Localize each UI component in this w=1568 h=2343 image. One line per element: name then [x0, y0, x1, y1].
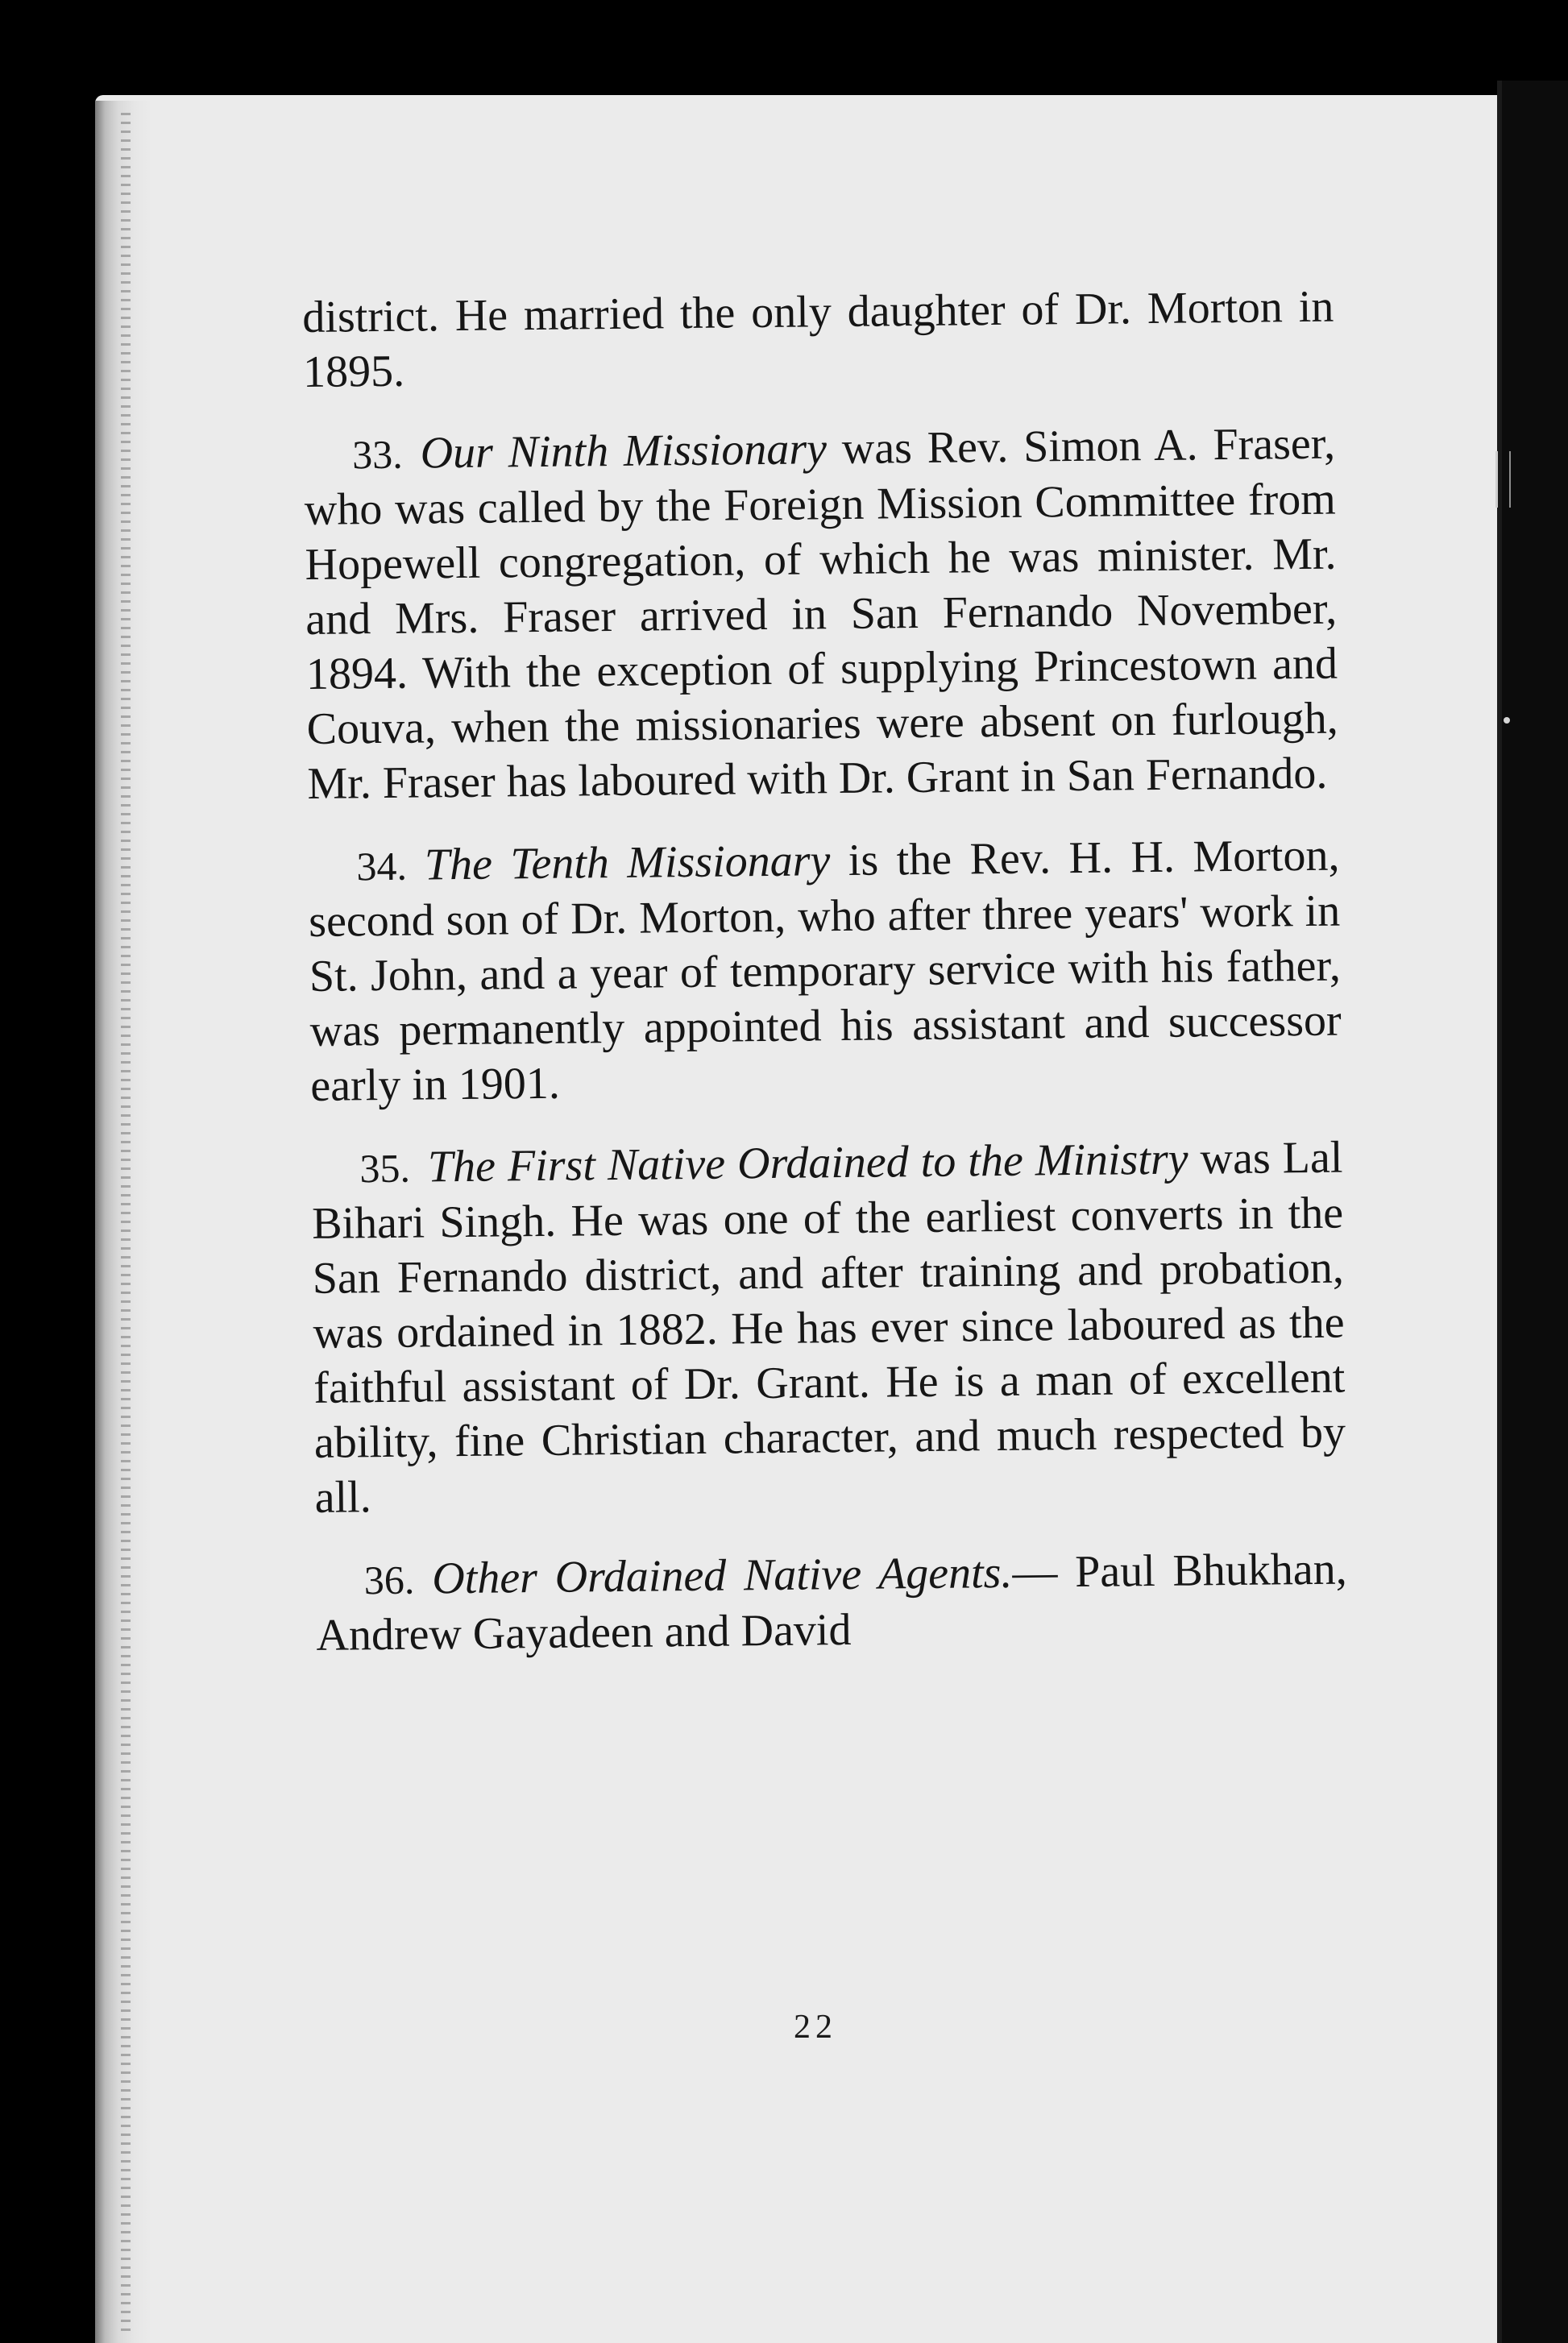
- page-number: 22: [794, 2009, 837, 2046]
- edge-dot: [1504, 717, 1510, 724]
- section-heading: The First Native Ordained to the Ministry: [427, 1134, 1188, 1192]
- section-body: was Lal Bihari Singh. He was one of the earliest converts in the San Fernando district, and after training and probation, was ordained in 1882. He has ever since laboured as the faithful assistant of Dr. Grant. He is a man of excellent ability, fine Christian character, and much respected by all.: [311, 1132, 1346, 1523]
- section-36: [315, 1542, 1347, 1663]
- section-number: 35.: [359, 1145, 411, 1192]
- section-heading: Our Ninth Missionary: [420, 424, 828, 479]
- section-number: 36.: [363, 1557, 415, 1603]
- opening-paragraph: district. He married the only daughter of Dr. Morton in 1895.: [302, 281, 1334, 397]
- section-heading: Other Ordained Native Agents.: [431, 1547, 1013, 1604]
- section-body: was Rev. Simon A. Fraser, who was called by the Foreign Mission Committee from Hopewell congregation, of which he was minister. Mr. and Mrs. Fraser arrived in San Fernando November, 1894. With the exception of supplying Princestown and Couva, when the missionaries were absent on furlough, Mr. Fraser has laboured with Dr. Grant in San Fernando.: [304, 418, 1338, 809]
- section-heading: The Tenth Missionary: [424, 836, 831, 890]
- adjacent-page-edge: [1502, 81, 1568, 2343]
- section-33: [304, 417, 1339, 811]
- section-34: [308, 828, 1342, 1113]
- edge-mark: [1495, 451, 1511, 508]
- binding-stitching: [121, 113, 131, 2337]
- section-body: — Paul Bhukhan, Andrew Gayadeen and David: [316, 1544, 1348, 1661]
- section-35: [311, 1130, 1346, 1525]
- section-number: 33.: [351, 431, 403, 478]
- page-text: [302, 280, 1348, 1690]
- section-body: is the Rev. H. H. Morton, second son of Dr. Morton, who after three years' work in St. John, and a year of temporary service with his father, was permanently appointed his assistant and successor early in 1901.: [308, 830, 1342, 1111]
- section-number: 34.: [356, 843, 408, 890]
